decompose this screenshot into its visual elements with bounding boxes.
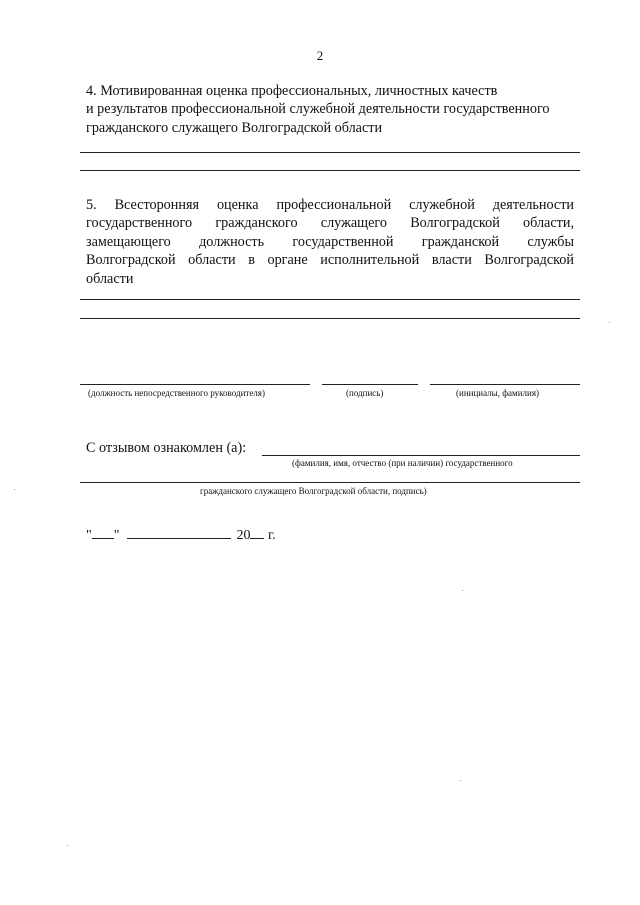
- acknowledgement-name-line[interactable]: [262, 455, 580, 456]
- date-open-quote: ": [86, 528, 92, 543]
- section-5-line-1: 5. Всесторонняя оценка профессиональной служебной деятельности: [86, 197, 574, 213]
- signature-line[interactable]: [322, 384, 418, 385]
- acknowledgement-signature-line[interactable]: [80, 482, 580, 483]
- year-blank[interactable]: [250, 528, 264, 539]
- page-number: 2: [316, 48, 324, 63]
- section-5-text: [86, 196, 574, 288]
- section-4-answer-line-2[interactable]: [80, 170, 580, 171]
- acknowledgement-caption-1: (фамилия, имя, отчество (при наличии) государственного: [292, 458, 513, 468]
- section-5-answer-line-1[interactable]: [80, 299, 580, 300]
- section-5-line-5: области: [86, 270, 134, 287]
- section-4-line-2: и результатов профессиональной служебной деятельности государственного: [86, 101, 550, 118]
- scan-speck: [67, 845, 68, 846]
- date-close-quote: ": [113, 528, 120, 543]
- acknowledgement-label: С отзывом ознакомлен (а):: [86, 440, 247, 456]
- section-5-line-2: государственного гражданского служащего Волгоградской области,: [86, 215, 574, 232]
- section-4-text: [86, 82, 574, 137]
- section-4-line-1: 4. Мотивированная оценка профессиональных, личностных качеств: [86, 83, 498, 99]
- year-prefix: 20: [236, 528, 251, 543]
- scan-speck: [460, 780, 461, 781]
- year-suffix: г.: [267, 528, 276, 543]
- section-4-line-3: гражданского служащего Волгоградской области: [86, 119, 383, 136]
- position-label: (должность непосредственного руководителя): [88, 388, 265, 398]
- initials-line[interactable]: [430, 384, 580, 385]
- position-signature-line[interactable]: [80, 384, 310, 385]
- section-5-line-3: замещающего должность государственной гражданской службы: [86, 233, 574, 250]
- section-5-answer-line-2[interactable]: [80, 318, 580, 319]
- initials-label: (инициалы, фамилия): [456, 388, 539, 398]
- acknowledgement-caption-2: гражданского служащего Волгоградской области, подпись): [200, 486, 427, 496]
- signature-label: (подпись): [346, 388, 384, 398]
- section-4-answer-line-1[interactable]: [80, 152, 580, 153]
- section-5-line-4: Волгоградской области в органе исполнительной власти Волгоградской: [86, 252, 574, 269]
- scan-speck: [462, 590, 463, 591]
- scan-speck: [14, 489, 15, 490]
- day-blank[interactable]: [92, 528, 114, 539]
- month-blank[interactable]: [127, 528, 231, 539]
- date-line: [86, 528, 276, 544]
- scan-speck: [609, 322, 610, 323]
